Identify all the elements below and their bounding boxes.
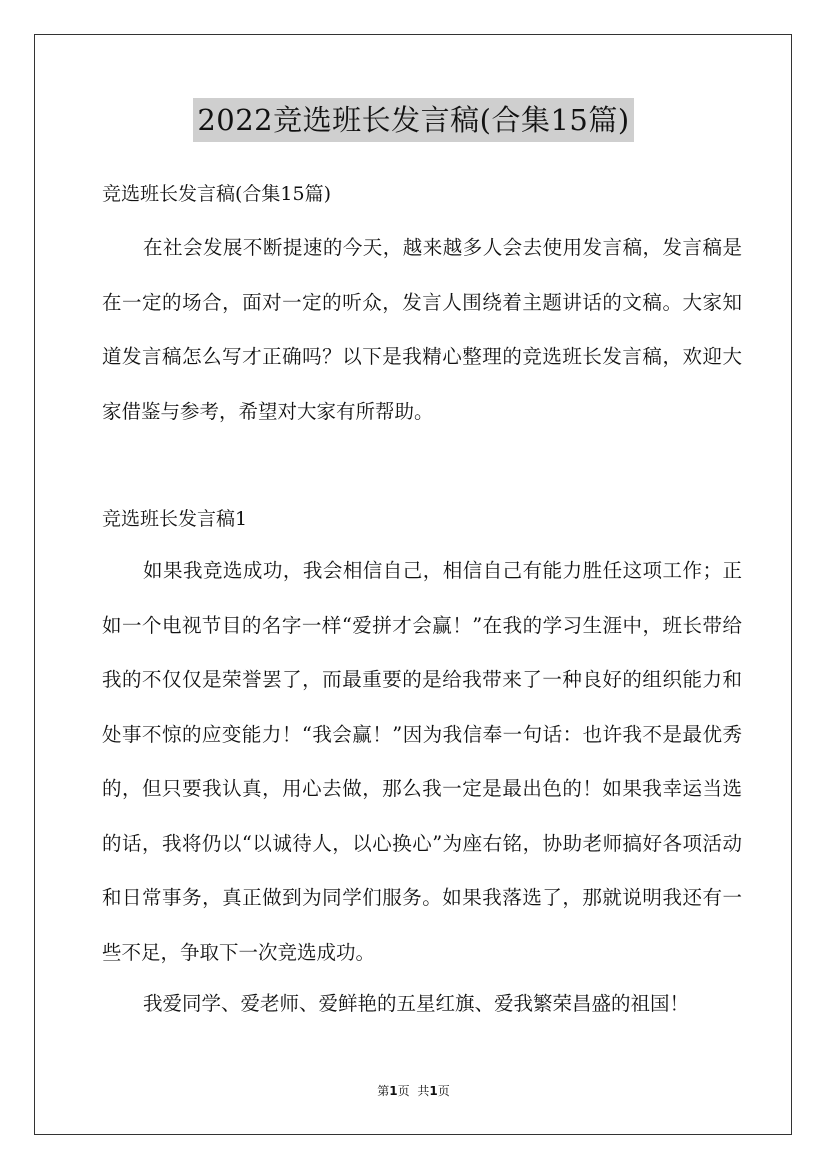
page-number: 1: [389, 1084, 398, 1098]
document-subtitle: 竞选班长发言稿(合集15篇): [102, 183, 332, 205]
page-footer: [0, 1083, 827, 1099]
total-suffix: 页: [437, 1084, 450, 1098]
document-title: 2022竞选班长发言稿(合集15篇): [193, 98, 633, 142]
body-paragraph-1: 如果我竞选成功，我会相信自己，相信自己有能力胜任这项工作；正如一个电视节目的名字一样“爱拼才会赢！”在我的学习生涯中，班长带给我的不仅仅是荣誉罢了，而最重要的是给我带来了一种良好的组织能力和处事不惊的应变能力！“我会赢！”因为我信奉一句话：也许我不是最优秀的，但只要我认真，用心去做，那么我一定是最出色的！如果我幸运当选的话，我将仍以“以诚待人，以心换心”为座右铭，协助老师搞好各项活动和日常事务，真正做到为同学们服务。如果我落选了，那就说明我还有一些不足，争取下一次竞选成功。: [102, 559, 742, 964]
body-paragraph-2: 我爱同学、爱老师、爱鲜艳的五星红旗、爱我繁荣昌盛的祖国！: [143, 992, 690, 1015]
page-prefix: 第: [377, 1084, 390, 1098]
intro-paragraph: 在社会发展不断提速的今天，越来越多人会去使用发言稿，发言稿是在一定的场合，面对一定的听众，发言人围绕着主题讲话的文稿。大家知道发言稿怎么写才正确吗？以下是我精心整理的竞选班长发言稿，欢迎大家借鉴与参考，希望对大家有所帮助。: [102, 236, 742, 423]
title-container: [0, 98, 827, 142]
page-suffix: 页: [397, 1084, 410, 1098]
section-heading: 竞选班长发言稿1: [102, 508, 248, 530]
total-pages: 1: [429, 1084, 438, 1098]
total-prefix: 共: [417, 1084, 430, 1098]
